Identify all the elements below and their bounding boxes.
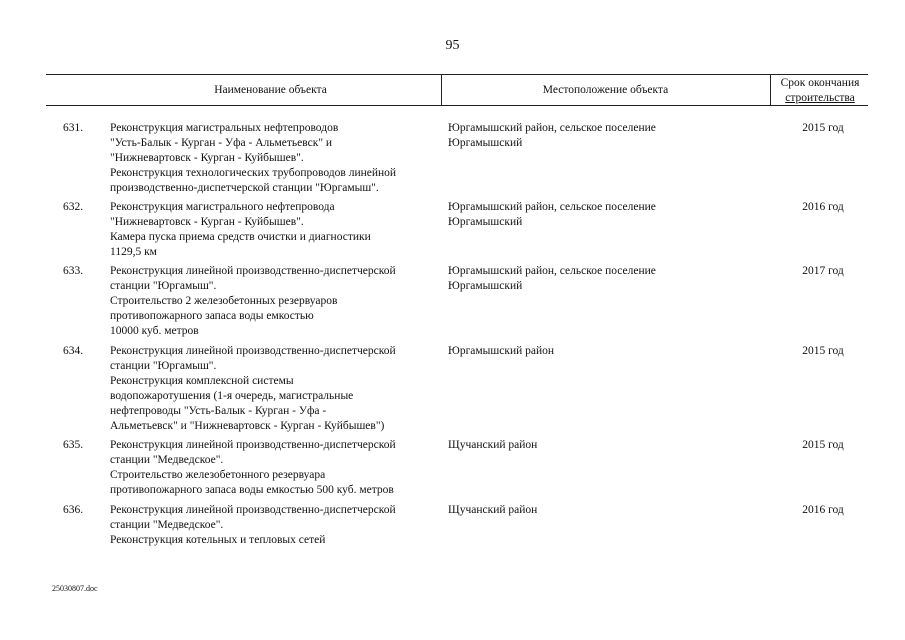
header-deadline-line2: строительства [785,92,855,104]
object-name: Реконструкция линейной производственно-диспетчерской станции "Медведское". Строительство железобетонного резервуара противопожарного запаса воды емкостью 500 куб. метров [110,439,396,496]
row-number: 636. [63,504,84,516]
object-name: Реконструкция линейной производственно-диспетчерской станции "Юргамыш". Строительство 2 железобетонных резервуаров противопожарного запаса воды емкостью 10000 куб. метров [110,265,396,337]
document-footer: 25030807.doc [52,584,98,593]
header-name: Наименование объекта [214,84,327,96]
header-deadline-line1: Срок окончания [780,77,860,89]
object-location: Юргамышский район, сельское поселение Юргамышский [448,265,656,292]
completion-year: 2017 год [802,265,844,277]
header-location: Местоположение объекта [542,84,669,96]
completion-year: 2015 год [802,439,844,451]
row-number: 633. [63,265,84,277]
row-number: 635. [63,439,84,451]
table-header-bottom-rule [46,105,868,106]
object-location: Щучанский район [448,504,538,516]
object-name: Реконструкция линейной производственно-диспетчерской станции "Юргамыш". Реконструкция комплексной системы водопожаротушения (1-я очередь, магистральные нефтепроводы "Усть-Балык - Курган - Уфа - Альметьевск" и "Нижневартовск - Курган - Куйбышев") [110,345,396,432]
completion-year: 2016 год [802,201,844,213]
row-number: 632. [63,201,84,213]
header-deadline [770,76,870,106]
object-location: Юргамышский район, сельское поселение Юргамышский [448,122,656,149]
completion-year: 2016 год [802,504,844,516]
object-location: Щучанский район [448,439,538,451]
object-location: Юргамышский район, сельское поселение Юргамышский [448,201,656,228]
object-name: Реконструкция магистральных нефтепроводов "Усть-Балык - Курган - Уфа - Альметьевск" и "Нижневартовск - Курган - Куйбышев". Реконструкция технологических трубопроводов линейной производственно-диспетчерской станции "Юргамыш". [110,122,397,194]
object-location: Юргамышский район [448,345,555,357]
object-name: Реконструкция линейной производственно-диспетчерской станции "Медведское". Реконструкция котельных и тепловых сетей [110,504,396,546]
page-number: 95 [445,38,460,53]
completion-year: 2015 год [802,345,844,357]
object-name: Реконструкция магистрального нефтепровода "Нижневартовск - Курган - Куйбышев". Камера пуска приема средств очистки и диагностики 1129,5 км [110,201,371,258]
row-number: 634. [63,345,84,357]
row-number: 631. [63,122,84,134]
table-top-rule [46,74,868,75]
completion-year: 2015 год [802,122,844,134]
